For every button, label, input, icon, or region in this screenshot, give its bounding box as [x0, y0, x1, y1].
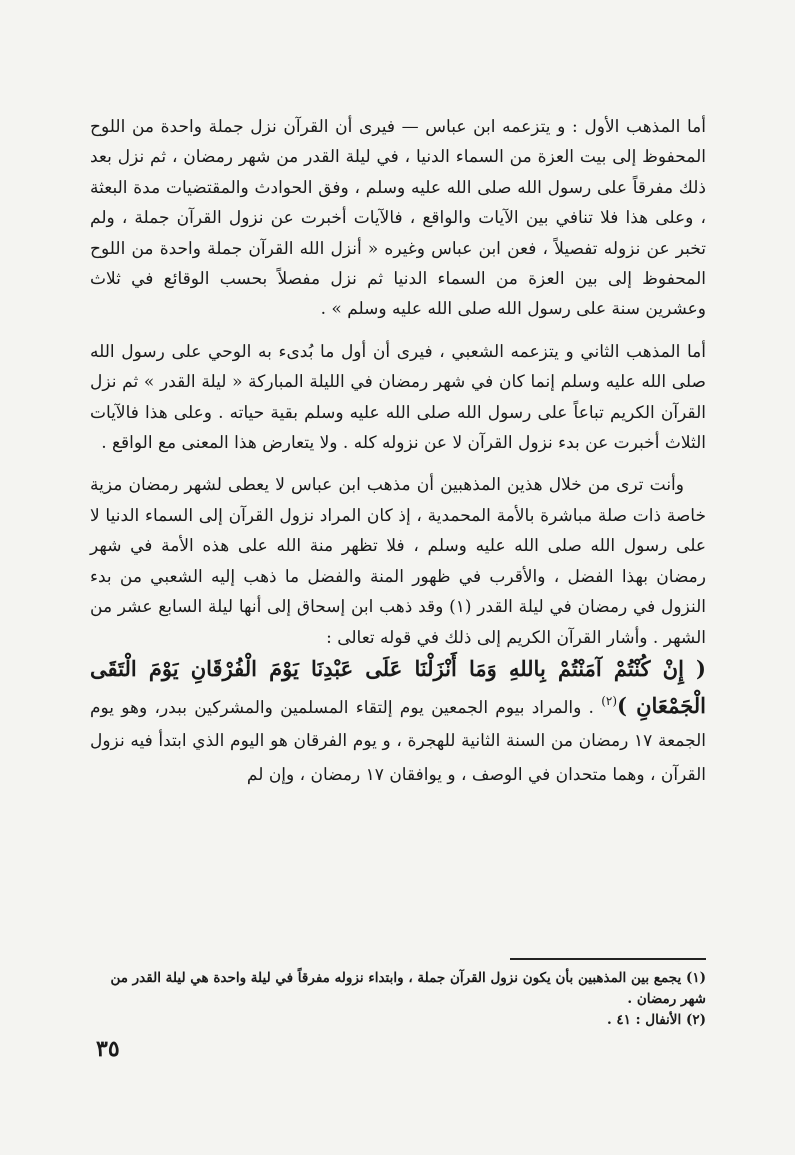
paragraph-1: أما المذهب الأول : و يتزعمه ابن عباس — فيرى أن القرآن نزل جملة واحدة من اللوح المحفوظ إلى بيت العزة من السماء الدنيا ، في ليلة القدر من شهر رمضان ، ثم نزل بعد ذلك مفرقاً على رسول الله صلى الله عليه وسلم ، وفق الحوادث والمقتضيات مدة البعثة ، وعلى هذا فلا تنافي بين الآيات والواقع ، فالآيات أخبرت عن نزول القرآن جملة ، ولم تخبر عن نزوله تفصيلاً ، فعن ابن عباس وغيره « أنزل الله القرآن جملة واحدة من اللوح المحفوظ إلى بين العزة من السماء الدنيا ثم نزل مفصلاً بحسب الوقائع في ثلاث وعشرين سنة على رسول الله صلى الله عليه وسلم » .: [90, 117, 706, 320]
paragraph-2: أما المذهب الثاني و يتزعمه الشعبي ، فيرى أن أول ما بُدىء به الوحي على رسول الله صلى الله عليه وسلم إنما كان في شهر رمضان في الليلة المباركة « ليلة القدر » ثم نزل القرآن الكريم تباعاً على رسول الله صلى الله عليه وسلم بقية حياته . وعلى هذا فالآيات الثلاث أخبرت عن بدء نزول القرآن لا عن نزوله كله . ولا يتعارض هذا المعنى مع الواقع .: [90, 341, 706, 454]
footnote-1: (١) يجمع بين المذهبين بأن يكون نزول القرآن جملة ، وابتداء نزوله مفرقاً في ليلة واحدة هي ليلة القدر من شهر رمضان .: [110, 970, 706, 1007]
footnote-ref-2: (٢): [601, 693, 618, 708]
body-text: [90, 112, 706, 790]
quran-verse: ( إِنْ كُنْتُمْ آمَنْتُمْ بِاللهِ وَمَا أَنْزَلْنَا عَلَى عَبْدِنَا يَوْمَ الْفُرْقَانِ يَوْمَ الْتَقَى الْجَمْعَانِ ): [90, 655, 706, 718]
after-verse-text: . والمراد بيوم الجمعين يوم إلتقاء المسلمين والمشركين ببدر، وهو يوم الجمعة ١٧ رمضان من السنة الثانية للهجرة ، و يوم الفرقان هو اليوم الذي ابتدأ فيه نزول القرآن ، وهما متحدان في الوصف ، و يوافقان ١٧ رمضان ، وإن لم: [90, 697, 706, 785]
footnotes: [90, 968, 706, 1031]
footnote-divider: [510, 958, 706, 960]
footnote-2: (٢) الأنفال : ٤١ .: [606, 1012, 706, 1028]
paragraph-3: وأنت ترى من خلال هذين المذهبين أن مذهب ابن عباس لا يعطى لشهر رمضان مزية خاصة ذات صلة مباشرة بالأمة المحمدية ، إذ كان المراد نزول القرآن إلى السماء الدنيا لا على رسول الله صلى الله عليه وسلم ، فلا تظهر منة الله على هذه الأمة في شهر رمضان بهذا الفضل ، والأقرب في ظهور المنة والفضل ما ذهب إليه الشعبي من بدء النزول في رمضان في ليلة القدر (١) وقد ذهب ابن إسحاق إلى أنها ليلة السابع عشر من الشهر . وأشار القرآن الكريم إلى ذلك في قوله تعالى :: [90, 475, 706, 648]
quran-verse-block: [90, 653, 706, 790]
page-number: ٣٥: [96, 1036, 120, 1062]
